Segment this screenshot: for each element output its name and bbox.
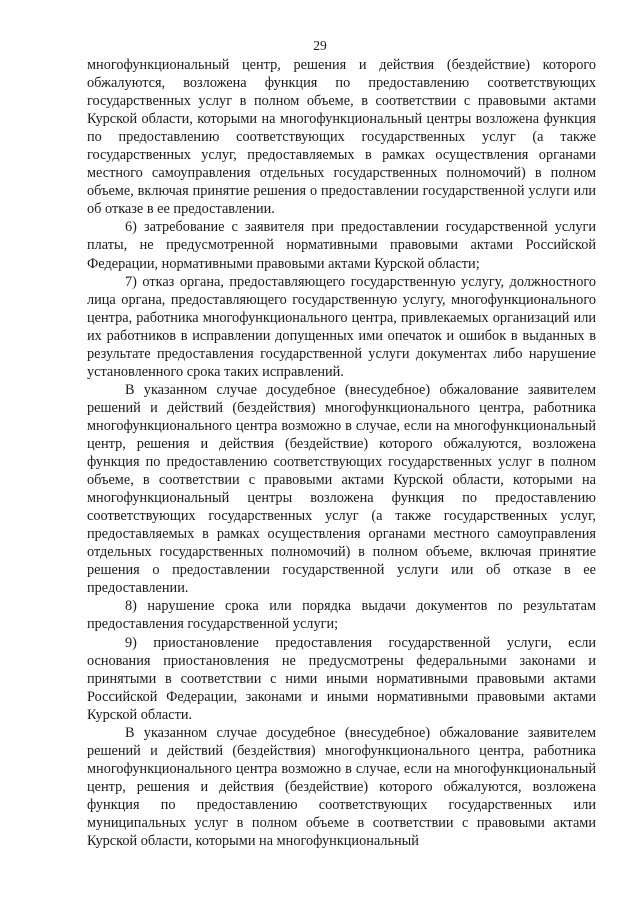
paragraph-item-6: 6) затребование с заявителя при предоставлении государственной услуги платы, не предусмотренной нормативными правовыми актами Российской Федерации, нормативными правовыми актами Курской области; <box>87 219 596 272</box>
paragraph-appeal-note-1: В указанном случае досудебное (внесудебное) обжалование заявителем решений и действий (бездействия) многофункционального центра, работника многофункционального центра возможно в случае, если на многофункциональный центр, решения и действия (бездействие) которого обжалуются, возложена функция по предоставлению соответствующих государственных услуг в полном объеме, в соответствии с правовыми актами Курской области, которыми на многофункциональный центры возложена функция по предоставлению соответствующих государственных услуг (а также государственных услуг, предоставляемых в рамках осуществления органами местного самоуправления отдельных государственных полномочий) в полном объеме, включая принятие решения о предоставлении государственной услуги или об отказе в ее предоставлении. <box>87 381 596 597</box>
paragraph-item-8: 8) нарушение срока или порядка выдачи документов по результатам предоставления государственной услуги; <box>87 598 596 633</box>
paragraph-item-7: 7) отказ органа, предоставляющего государственную услугу, должностного лица органа, предоставляющего государственную услугу, многофункционального центра, работника многофункционального центра, привлекаемых организаций или их работников в исправлении допущенных ими опечаток и ошибок в выданных в результате предоставления государственной услуги документах либо нарушение установленного срока таких исправлений. <box>87 273 596 380</box>
document-body <box>87 56 596 850</box>
paragraph-item-9: 9) приостановление предоставления государственной услуги, если основания приостановления не предусмотрены федеральными законами и принятыми в соответствии с ними иными нормативными правовыми актами Российской Федерации, законами и иными нормативными правовыми актами Курской области. <box>87 634 596 723</box>
page-number: 29 <box>313 38 327 53</box>
paragraph-continuation: многофункциональный центр, решения и действия (бездействие) которого обжалуются, возложена функция по предоставлению соответствующих государственных услуг в полном объеме, в соответствии с правовыми актами Курской области, которыми на многофункциональный центры возложена функция по предоставлению соответствующих государственных услуг (а также государственных услуг, предоставляемых в рамках осуществления органами местного самоуправления отдельных государственных полномочий) в полном объеме, включая принятие решения о предоставлении государственной услуги или об отказе в ее предоставлении. <box>87 57 596 218</box>
paragraph-appeal-note-2: В указанном случае досудебное (внесудебное) обжалование заявителем решений и действий (бездействия) многофункционального центра, работника многофункционального центра возможно в случае, если на многофункциональный центр, решения и действия (бездействие) которого обжалуются, возложена функция по предоставлению соответствующих государственных или муниципальных услуг в полном объеме в соответствии с правовыми актами Курской области, которыми на многофункциональный <box>87 724 596 850</box>
